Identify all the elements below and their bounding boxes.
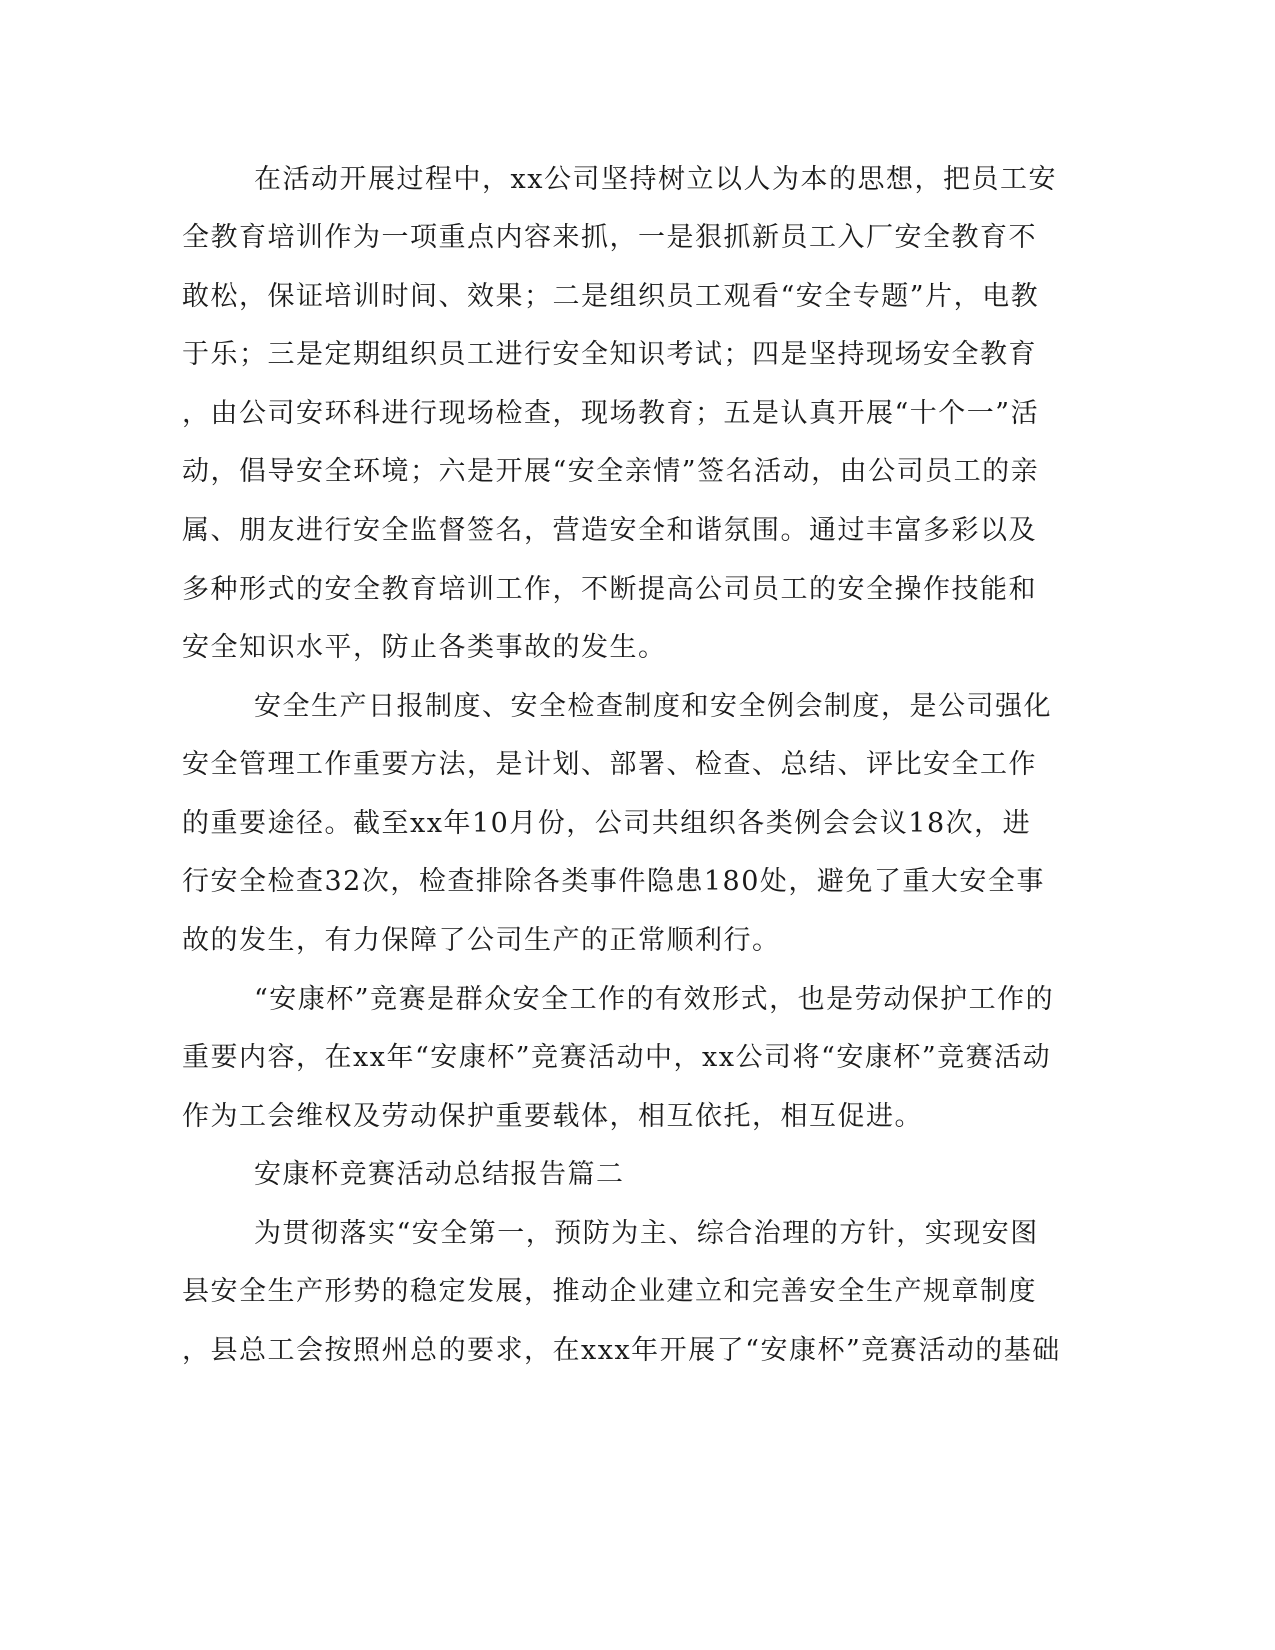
text-line: 全教育培训作为一项重点内容来抓，一是狠抓新员工入厂安全教育不 [182, 222, 1037, 253]
text-line: 重要内容，在xx年“安康杯”竞赛活动中，xx公司将“安康杯”竞赛活动 [182, 1042, 1052, 1073]
text-line: 敢松，保证培训时间、效果；二是组织员工观看“安全专题”片，电教 [182, 281, 1040, 312]
text-line: 在活动开展过程中，xx公司坚持树立以人为本的思想，把员工安 [254, 164, 1057, 195]
section-heading: 安康杯竞赛活动总结报告篇二 [254, 1159, 625, 1190]
text-line: 县安全生产形势的稳定发展，推动企业建立和完善安全生产规章制度 [182, 1276, 1037, 1307]
text-line: 为贯彻落实“安全第一，预防为主、综合治理的方针，实现安图 [254, 1218, 1039, 1249]
text-line: 多种形式的安全教育培训工作，不断提高公司员工的安全操作技能和 [182, 574, 1037, 605]
text-line: 作为工会维权及劳动保护重要载体，相互依托，相互促进。 [182, 1101, 923, 1132]
text-line: 安全生产日报制度、安全检查制度和安全例会制度，是公司强化 [254, 691, 1052, 722]
text-line: “安康杯”竞赛是群众安全工作的有效形式，也是劳动保护工作的 [254, 984, 1055, 1015]
text-line: 的重要途径。截至xx年10月份，公司共组织各类例会会议18次，进 [182, 808, 1032, 839]
text-line: 于乐；三是定期组织员工进行安全知识考试；四是坚持现场安全教育 [182, 339, 1037, 370]
text-line: ，由公司安环科进行现场检查，现场教育；五是认真开展“十个一”活 [182, 398, 1040, 429]
text-line: ，县总工会按照州总的要求，在xxx年开展了“安康杯”竞赛活动的基础 [182, 1335, 1061, 1366]
text-line: 安全知识水平，防止各类事故的发生。 [182, 632, 667, 663]
text-line: 故的发生，有力保障了公司生产的正常顺利行。 [182, 925, 781, 956]
text-line: 行安全检查32次，检查排除各类事件隐患180处，避免了重大安全事 [182, 866, 1045, 897]
text-line: 动，倡导安全环境；六是开展“安全亲情”签名活动，由公司员工的亲 [182, 456, 1040, 487]
text-line: 安全管理工作重要方法，是计划、部署、检查、总结、评比安全工作 [182, 749, 1037, 780]
text-line: 属、朋友进行安全监督签名，营造安全和谐氛围。通过丰富多彩以及 [182, 515, 1037, 546]
